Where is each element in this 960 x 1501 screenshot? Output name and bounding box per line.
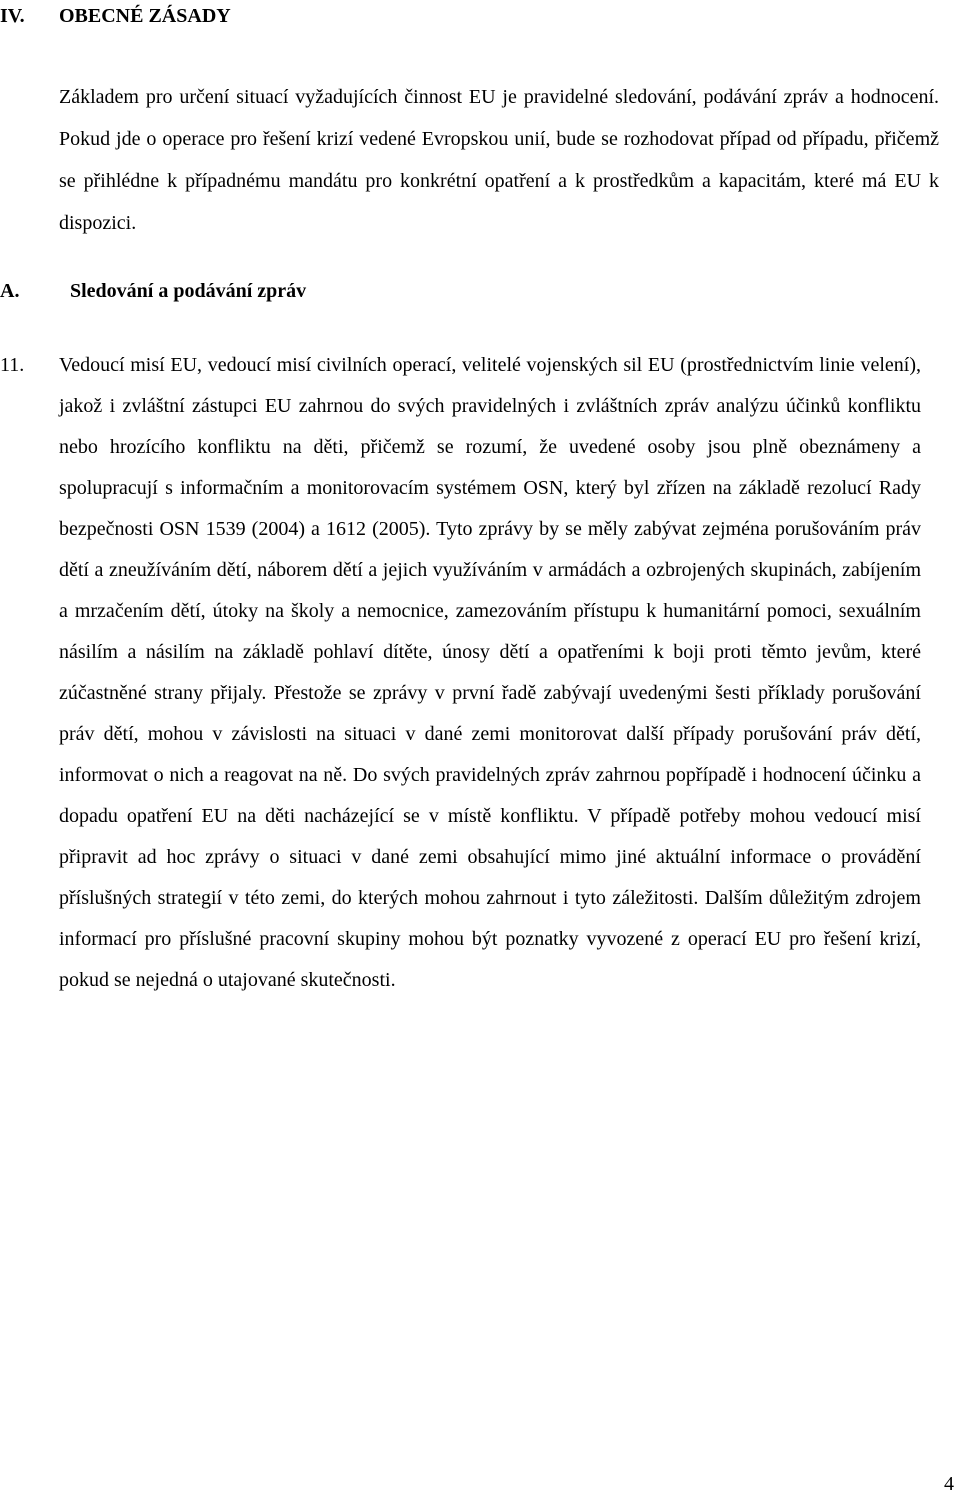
intro-paragraph: Základem pro určení situací vyžadujících činnost EU je pravidelné sledování, podávání zpráv a hodnocení. Pokud jde o operace pro řešení krizí vedené Evropskou unií, bude se rozhodovat případ od případu, přičemž se přihlédne k případnému mandátu pro konkrétní opatření a k prostředkům a kapacitám, které má EU k dispozici.	[59, 86, 939, 234]
section-heading	[0, 2, 231, 30]
subsection-letter: A.	[0, 280, 20, 302]
paragraph-number: 11.	[0, 354, 25, 376]
subsection-heading	[0, 277, 306, 305]
section-title: OBECNÉ ZÁSADY	[59, 5, 231, 27]
section-number: IV.	[0, 5, 25, 27]
paragraph-text: Vedoucí misí EU, vedoucí misí civilních operací, velitelé vojenských sil EU (prostřednictvím linie velení), jakož i zvláštní zástupci EU zahrnou do svých pravidelných i zvláštních zpráv analýzu účinků konfliktu nebo hrozícího konfliktu na děti, přičemž se rozumí, že uvedené osoby jsou plně obeznámeny a spolupracují s informačním a monitorovacím systémem OSN, který byl zřízen na základě rezolucí Rady bezpečnosti OSN 1539 (2004) a 1612 (2005). Tyto zprávy by se měly zabývat zejména porušováním práv dětí a zneužíváním dětí, náborem dětí a jejich využíváním v armádách a ozbrojených skupinách, zabíjením a mrzačením dětí, útoky na školy a nemocnice, zamezováním přístupu k humanitární pomoci, sexuálním násilím a násilím na základě pohlaví dítěte, únosy dětí a opatřeními k boji proti těmto jevům, které zúčastněné strany přijaly. Přestože se zprávy v první řadě zabývají uvedenými šesti příklady porušování práv dětí, mohou v závislosti na situaci v dané zemi monitorovat další případy porušování práv dětí, informovat o nich a reagovat na ně. Do svých pravidelných zpráv zahrnou popřípadě i hodnocení účinku a dopadu opatření EU na děti nacházející se v místě konfliktu. V případě potřeby mohou vedoucí misí připravit ad hoc zprávy o situaci v dané zemi obsahující mimo jiné aktuální informace o provádění příslušných strategií v této zemi, do kterých mohou zahrnout i tyto záležitosti. Dalším důležitým zdrojem informací pro příslušné pracovní skupiny mohou být poznatky vyvozené z operací EU pro řešení krizí, pokud se nejedná o utajované skutečnosti.	[59, 354, 921, 991]
page-number: 4	[944, 1473, 954, 1495]
subsection-title: Sledování a podávání zpráv	[70, 280, 307, 302]
